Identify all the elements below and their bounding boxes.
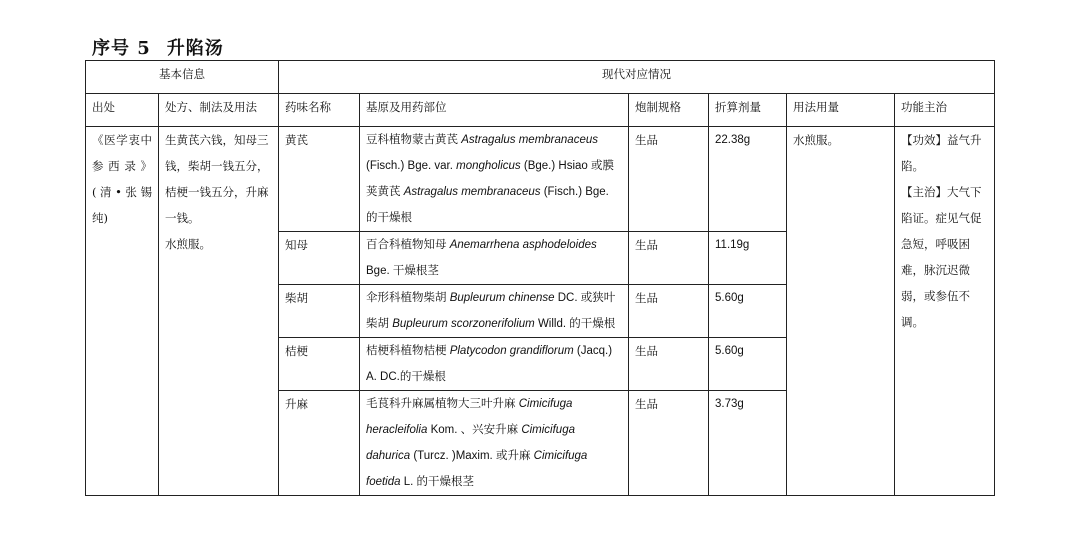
formula-table: [85, 60, 995, 496]
origin-text: (Turcz. )Maxim. 或升麻: [410, 450, 534, 462]
dose-cell: 5.60g: [709, 285, 787, 338]
origin-cell: [360, 391, 629, 496]
source-header: 出处: [86, 94, 159, 127]
origin-text: 伞形科植物柴胡: [366, 292, 450, 304]
usage-header: 用法用量: [787, 94, 895, 127]
origin-text: 百合科植物知母: [366, 239, 450, 251]
herb-name-cell: 知母: [279, 232, 360, 285]
origin-text: (Jacq.) A. DC.的干燥根: [366, 345, 613, 383]
basic-info-header: 基本信息: [86, 61, 279, 94]
herb-name-cell: 升麻: [279, 391, 360, 496]
prescription-header: 处方、制法及用法: [159, 94, 279, 127]
usage-cell: 水煎服。: [787, 127, 895, 496]
latin-name: Bupleurum scorzonerifolium: [392, 318, 535, 330]
table-row: [86, 127, 995, 232]
origin-text: 桔梗科植物桔梗: [366, 345, 450, 357]
function-header: 功能主治: [895, 94, 995, 127]
function-line: 【功效】益气升陷。: [901, 133, 982, 173]
latin-name: Cimicifuga heracleifolia: [366, 398, 573, 436]
herb-rows: [86, 127, 995, 496]
origin-text: (Fisch.) Bge. 的干燥根: [366, 186, 609, 224]
origin-text: Kom. 、兴安升麻: [427, 424, 522, 436]
page-title: [92, 34, 224, 60]
origin-text: 毛茛科升麻属植物大三叶升麻: [366, 398, 519, 410]
origin-cell: [360, 127, 629, 232]
dose-cell: 3.73g: [709, 391, 787, 496]
processing-cell: 生品: [629, 232, 709, 285]
dose-header: 折算剂量: [709, 94, 787, 127]
record-number: 序号 5: [92, 38, 151, 59]
function-cell: [895, 127, 995, 496]
origin-text: 豆科植物蒙古黄芪: [366, 134, 462, 146]
function-line: 【主治】大气下陷证。症见气促急短，呼吸困难，脉沉迟微弱，或参伍不调。: [901, 185, 982, 329]
origin-cell: [360, 285, 629, 338]
latin-name: Cimicifuga dahurica: [366, 424, 575, 462]
prescription-line: 生黄芪六钱，知母三钱，柴胡一钱五分，桔梗一钱五分，升麻一钱。: [165, 133, 269, 225]
origin-header: 基原及用药部位: [360, 94, 629, 127]
processing-cell: 生品: [629, 285, 709, 338]
latin-name: Bupleurum chinense: [449, 292, 555, 304]
prescription-cell: [159, 127, 279, 496]
dose-cell: 5.60g: [709, 338, 787, 391]
processing-cell: 生品: [629, 338, 709, 391]
latin-name: mongholicus: [456, 160, 521, 172]
formula-name: 升陷汤: [166, 38, 224, 59]
origin-cell: [360, 338, 629, 391]
origin-cell: [360, 232, 629, 285]
dose-cell: 22.38g: [709, 127, 787, 232]
source-cell: 《医学衷中参西录》(清•张锡纯): [86, 127, 159, 496]
latin-name: Astragalus membranaceus: [403, 186, 541, 198]
prescription-line: 水煎服。: [165, 237, 211, 251]
processing-cell: 生品: [629, 391, 709, 496]
latin-name: Anemarrhena asphodeloides: [449, 239, 597, 251]
processing-header: 炮制规格: [629, 94, 709, 127]
latin-name: Platycodon grandiflorum: [449, 345, 574, 357]
origin-text: DC. 或狭叶柴胡: [366, 292, 616, 330]
herb-name-header: 药味名称: [279, 94, 360, 127]
origin-text: Willd. 的干燥根: [534, 318, 616, 330]
origin-text: (Bge.) Hsiao 或膜荚黄芪: [366, 160, 614, 198]
origin-text: (Fisch.) Bge. var.: [366, 160, 457, 172]
processing-cell: 生品: [629, 127, 709, 232]
dose-cell: 11.19g: [709, 232, 787, 285]
herb-name-cell: 柴胡: [279, 285, 360, 338]
herb-name-cell: 桔梗: [279, 338, 360, 391]
modern-header: 现代对应情况: [279, 61, 995, 94]
origin-text: Bge. 干燥根茎: [366, 265, 439, 277]
origin-text: L. 的干燥根茎: [400, 476, 475, 488]
herb-name-cell: 黄芪: [279, 127, 360, 232]
latin-name: Astragalus membranaceus: [461, 134, 598, 146]
latin-name: Cimicifuga foetida: [366, 450, 588, 488]
